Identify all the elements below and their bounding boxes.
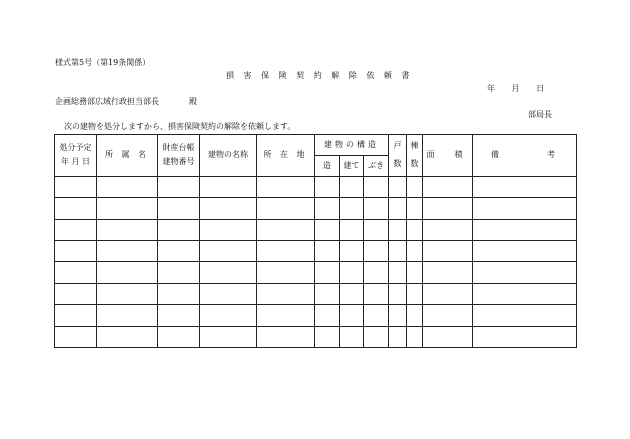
table-cell[interactable] xyxy=(407,326,423,348)
table-cell[interactable] xyxy=(407,198,423,219)
table-cell[interactable] xyxy=(257,305,315,326)
table-cell[interactable] xyxy=(200,326,257,348)
col-header-area: 面 積 xyxy=(423,135,473,177)
addressee-line xyxy=(55,97,197,107)
table-cell[interactable] xyxy=(158,219,200,240)
addressee-honorific: 殿 xyxy=(189,97,197,106)
table-cell[interactable] xyxy=(340,240,364,261)
table-cell[interactable] xyxy=(389,262,407,283)
col-header-buildings-line2: 数 xyxy=(410,159,419,169)
intro-text: 次の建物を処分しますから、損害保険契約の解除を依頼します。 xyxy=(64,122,296,131)
table-cell[interactable] xyxy=(364,176,389,197)
table-cell[interactable] xyxy=(200,305,257,326)
table-cell[interactable] xyxy=(200,219,257,240)
col-header-units-line2: 数 xyxy=(393,159,402,169)
col-header-units-line1: 戸 xyxy=(393,141,402,151)
table-cell[interactable] xyxy=(473,305,577,326)
table-cell[interactable] xyxy=(55,219,97,240)
table-cell[interactable] xyxy=(257,283,315,304)
table-cell[interactable] xyxy=(315,283,340,304)
table-cell[interactable] xyxy=(340,305,364,326)
col-header-ledger-line1: 財産台帳 xyxy=(162,143,195,153)
table-cell[interactable] xyxy=(55,283,97,304)
table-cell[interactable] xyxy=(200,283,257,304)
table-cell[interactable] xyxy=(473,326,577,348)
table-cell[interactable] xyxy=(257,326,315,348)
table-cell[interactable] xyxy=(158,283,200,304)
addressee: 企画総務部広域行政担当部長 xyxy=(55,97,159,106)
table-cell[interactable] xyxy=(315,240,340,261)
table-cell[interactable] xyxy=(389,219,407,240)
date-line: 年 月 日 xyxy=(487,84,545,93)
table-cell[interactable] xyxy=(200,198,257,219)
table-row xyxy=(55,240,577,261)
table-cell[interactable] xyxy=(473,198,577,219)
table-cell[interactable] xyxy=(364,283,389,304)
table-cell[interactable] xyxy=(473,240,577,261)
table-row xyxy=(55,198,577,219)
table-cell[interactable] xyxy=(340,283,364,304)
table-cell[interactable] xyxy=(97,198,158,219)
col-header-units xyxy=(389,135,407,177)
table-cell[interactable] xyxy=(97,305,158,326)
table-cell[interactable] xyxy=(340,326,364,348)
table-cell[interactable] xyxy=(423,283,473,304)
table-cell[interactable] xyxy=(407,305,423,326)
table-cell[interactable] xyxy=(158,305,200,326)
table-cell[interactable] xyxy=(364,326,389,348)
table-cell[interactable] xyxy=(158,326,200,348)
table-cell[interactable] xyxy=(257,176,315,197)
col-header-structure: 建物の構造 xyxy=(315,135,389,156)
table-cell[interactable] xyxy=(257,219,315,240)
table-cell[interactable] xyxy=(407,240,423,261)
sender: 部局長 xyxy=(528,110,552,119)
page-title: 損 害 保 険 契 約 解 除 依 頼 書 xyxy=(226,71,413,80)
table-cell[interactable] xyxy=(55,240,97,261)
col-header-disposal-date xyxy=(55,135,97,177)
table-cell[interactable] xyxy=(55,305,97,326)
table-cell[interactable] xyxy=(55,176,97,197)
col-header-disposal-date-line2: 年 月 日 xyxy=(60,157,91,167)
table-cell[interactable] xyxy=(473,176,577,197)
table-row xyxy=(55,283,577,304)
table-cell[interactable] xyxy=(315,198,340,219)
table-cell[interactable] xyxy=(389,305,407,326)
table-cell[interactable] xyxy=(97,262,158,283)
table-cell[interactable] xyxy=(315,305,340,326)
col-header-notes-a: 備 xyxy=(491,150,500,160)
table-cell[interactable] xyxy=(158,176,200,197)
table-cell[interactable] xyxy=(315,219,340,240)
col-header-buildings-line1: 棟 xyxy=(410,141,419,151)
col-header-department: 所 属 名 xyxy=(97,135,158,177)
table-cell[interactable] xyxy=(473,262,577,283)
form-number: 様式第5号（第19条関係） xyxy=(55,58,151,67)
table-cell[interactable] xyxy=(423,198,473,219)
table-cell[interactable] xyxy=(423,219,473,240)
table-cell[interactable] xyxy=(364,262,389,283)
col-header-ledger-line2: 建物番号 xyxy=(162,157,195,167)
table-cell[interactable] xyxy=(340,262,364,283)
table-cell[interactable] xyxy=(340,219,364,240)
table-cell[interactable] xyxy=(389,176,407,197)
table-cell[interactable] xyxy=(340,198,364,219)
col-header-disposal-date-line1: 処分予定 xyxy=(59,143,92,153)
table-cell[interactable] xyxy=(407,219,423,240)
col-header-structure-floors: 建て xyxy=(340,156,364,176)
col-header-location: 所 在 地 xyxy=(257,135,315,177)
table-cell[interactable] xyxy=(389,198,407,219)
table-cell[interactable] xyxy=(97,240,158,261)
table-row xyxy=(55,219,577,240)
table-cell[interactable] xyxy=(389,240,407,261)
table-cell[interactable] xyxy=(423,262,473,283)
col-header-structure-build: 造 xyxy=(315,156,340,176)
table-cell[interactable] xyxy=(423,240,473,261)
col-header-notes xyxy=(473,135,577,177)
table-cell[interactable] xyxy=(315,176,340,197)
table-cell[interactable] xyxy=(364,305,389,326)
table-row xyxy=(55,305,577,326)
table-cell[interactable] xyxy=(389,283,407,304)
table-row xyxy=(55,326,577,348)
table-row xyxy=(55,176,577,197)
table-cell[interactable] xyxy=(257,198,315,219)
table-cell[interactable] xyxy=(423,305,473,326)
table-cell[interactable] xyxy=(97,326,158,348)
col-header-structure-roof: ぶき xyxy=(364,156,389,176)
table-cell[interactable] xyxy=(364,219,389,240)
table-cell[interactable] xyxy=(55,198,97,219)
col-header-building-name: 建物の名称 xyxy=(200,135,257,177)
table-cell[interactable] xyxy=(315,326,340,348)
col-header-notes-b: 考 xyxy=(547,150,556,160)
table-cell[interactable] xyxy=(97,219,158,240)
table-cell[interactable] xyxy=(97,176,158,197)
table-cell[interactable] xyxy=(158,198,200,219)
table-cell[interactable] xyxy=(423,176,473,197)
table-cell[interactable] xyxy=(389,326,407,348)
table-cell[interactable] xyxy=(407,176,423,197)
col-header-buildings xyxy=(407,135,423,177)
table-cell[interactable] xyxy=(407,283,423,304)
table-cell[interactable] xyxy=(55,326,97,348)
table-cell[interactable] xyxy=(364,240,389,261)
table-cell[interactable] xyxy=(473,219,577,240)
table-cell[interactable] xyxy=(200,240,257,261)
request-table xyxy=(54,134,577,348)
table-cell[interactable] xyxy=(257,240,315,261)
table-cell[interactable] xyxy=(473,283,577,304)
table-cell[interactable] xyxy=(55,262,97,283)
table-cell[interactable] xyxy=(407,262,423,283)
table-cell[interactable] xyxy=(97,283,158,304)
table-cell[interactable] xyxy=(423,326,473,348)
col-header-ledger-number xyxy=(158,135,200,177)
table-cell[interactable] xyxy=(315,262,340,283)
table-cell[interactable] xyxy=(158,240,200,261)
table-cell[interactable] xyxy=(257,262,315,283)
table-cell[interactable] xyxy=(200,176,257,197)
table-cell[interactable] xyxy=(340,176,364,197)
table-cell[interactable] xyxy=(200,262,257,283)
table-cell[interactable] xyxy=(364,198,389,219)
table-row xyxy=(55,262,577,283)
table-cell[interactable] xyxy=(158,262,200,283)
